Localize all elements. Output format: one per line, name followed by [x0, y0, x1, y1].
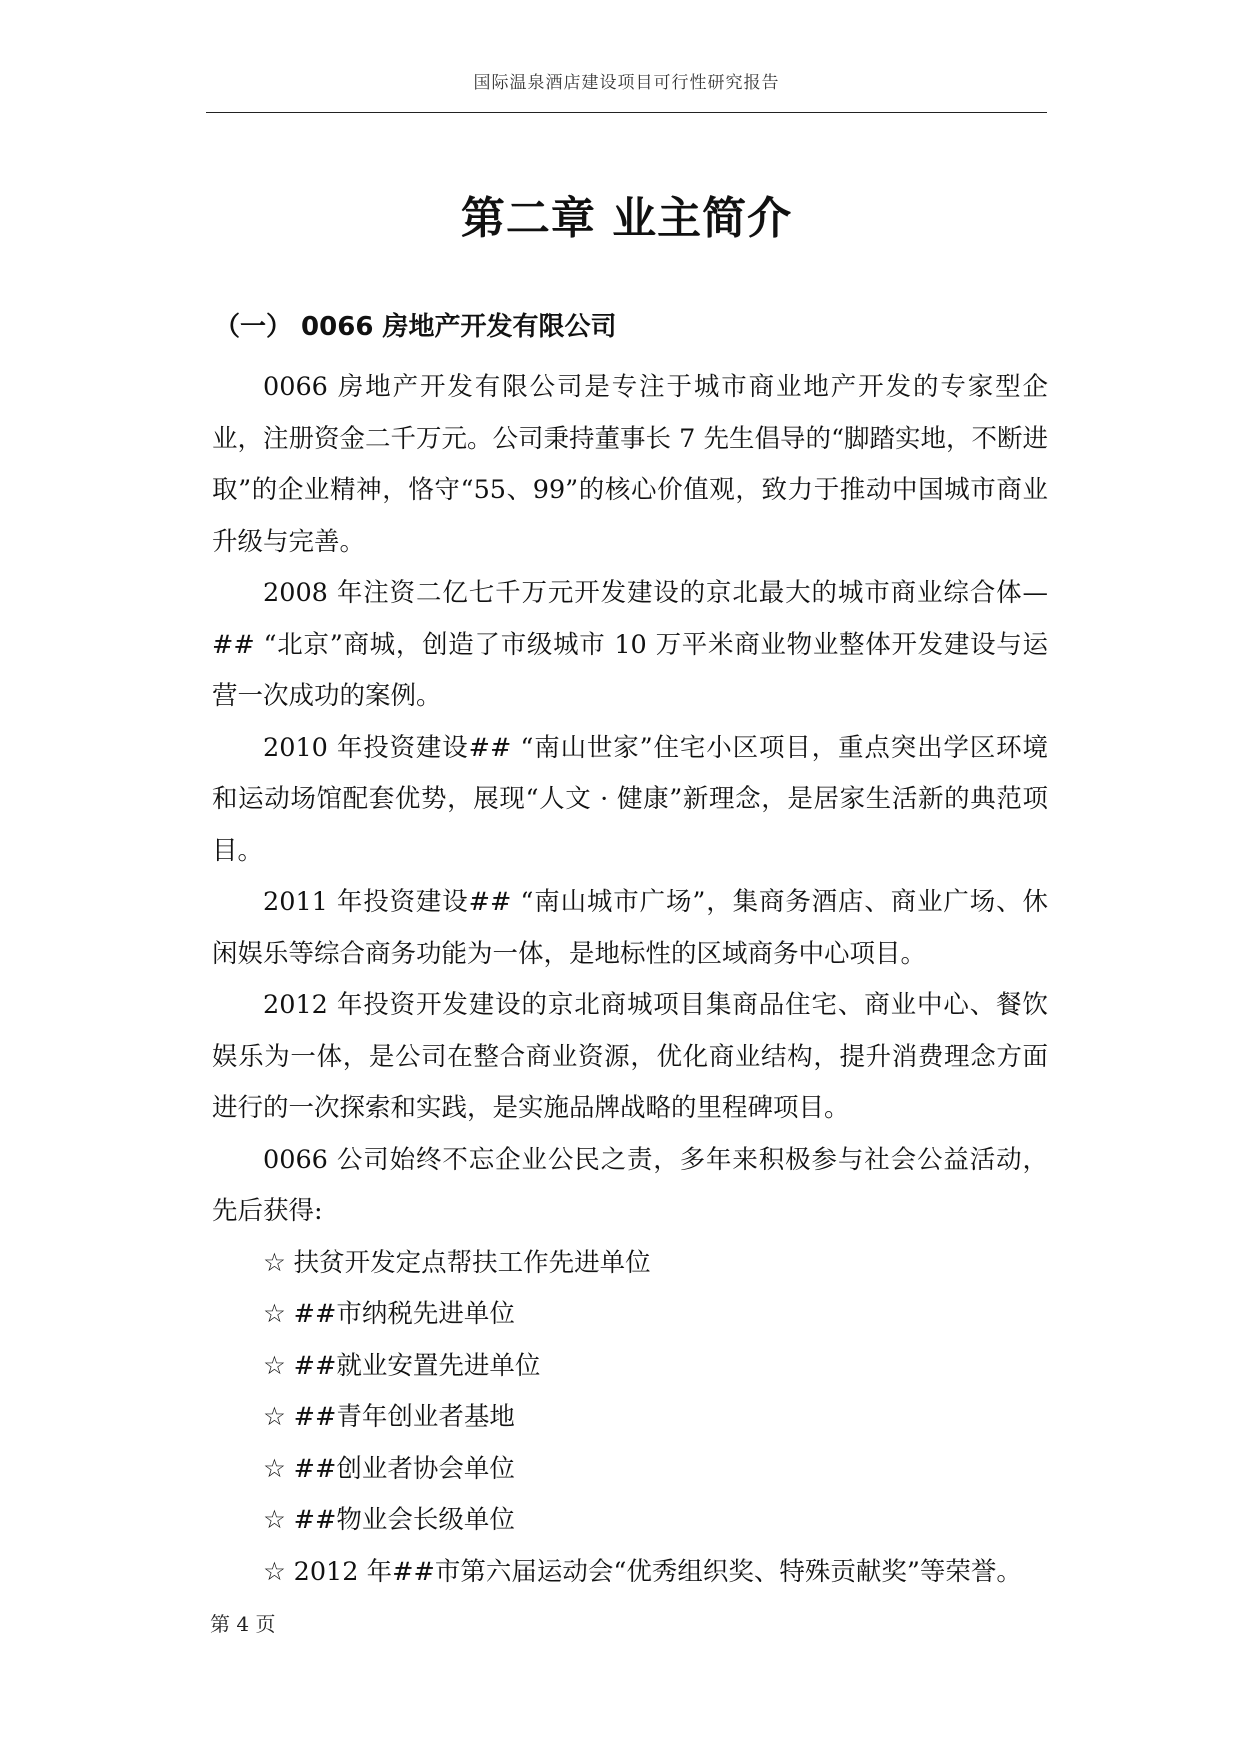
paragraph: 2010 年投资建设## “南山世家”住宅小区项目，重点突出学区环境和运动场馆配套优势，展现“人文 · 健康”新理念，是居家生活新的典范项目。 — [212, 732, 1048, 866]
honor-list — [212, 1238, 1048, 1599]
star-icon: ☆ — [263, 1453, 286, 1484]
chapter-title: 第二章 业主简介 — [460, 193, 793, 244]
honor-text: ##青年创业者基地 — [293, 1402, 515, 1432]
honor-text: ##市纳税先进单位 — [293, 1299, 515, 1329]
honor-item — [212, 1444, 1048, 1496]
paragraph: 0066 公司始终不忘企业公民之责，多年来积极参与社会公益活动，先后获得: — [212, 1144, 1048, 1226]
section-heading: （一） 0066 房地产开发有限公司 — [214, 312, 617, 342]
star-icon: ☆ — [263, 1247, 286, 1278]
honor-text: ##就业安置先进单位 — [293, 1350, 541, 1381]
page-number: 第 4 页 — [210, 1612, 276, 1636]
honor-item — [212, 1392, 1048, 1444]
star-icon: ☆ — [263, 1402, 286, 1432]
paragraph: 0066 房地产开发有限公司是专注于城市商业地产开发的专家型企业，注册资金二千万元。公司秉持董事长 7 先生倡导的“脚踏实地，不断进取”的企业精神，恪守“55、99”的核心价值观，致力于推动中国城市商业升级与完善。 — [212, 372, 1048, 557]
paragraph: 2012 年投资开发建设的京北商城项目集商品住宅、商业中心、餐饮娱乐为一体，是公司在整合商业资源，优化商业结构，提升消费理念方面进行的一次探索和实践，是实施品牌战略的里程碑项目。 — [212, 990, 1048, 1123]
page-header-title: 国际温泉酒店建设项目可行性研究报告 — [473, 73, 780, 93]
star-icon: ☆ — [263, 1350, 286, 1381]
star-icon: ☆ — [263, 1505, 286, 1535]
honor-item — [212, 1547, 1048, 1599]
honor-item — [212, 1238, 1048, 1290]
header-divider — [206, 112, 1047, 113]
star-icon: ☆ — [263, 1556, 286, 1587]
honor-text: ##物业会长级单位 — [293, 1505, 515, 1535]
honor-text: ##创业者协会单位 — [293, 1453, 515, 1484]
honor-text: 2012 年##市第六届运动会“优秀组织奖、特殊贡献奖”等荣誉。 — [293, 1556, 1022, 1587]
honor-item — [212, 1495, 1048, 1547]
honor-item — [212, 1341, 1048, 1393]
honor-text: 扶贫开发定点帮扶工作先进单位 — [293, 1247, 651, 1278]
honor-item — [212, 1289, 1048, 1341]
paragraph: 2008 年注资二亿七千万元开发建设的京北最大的城市商业综合体—## “北京”商城，创造了市级城市 10 万平米商业物业整体开发建设与运营一次成功的案例。 — [212, 578, 1048, 711]
paragraph: 2011 年投资建设## “南山城市广场”，集商务酒店、商业广场、休闲娱乐等综合商务功能为一体，是地标性的区域商务中心项目。 — [212, 887, 1048, 969]
body-text — [212, 362, 1048, 1598]
star-icon: ☆ — [263, 1299, 286, 1329]
